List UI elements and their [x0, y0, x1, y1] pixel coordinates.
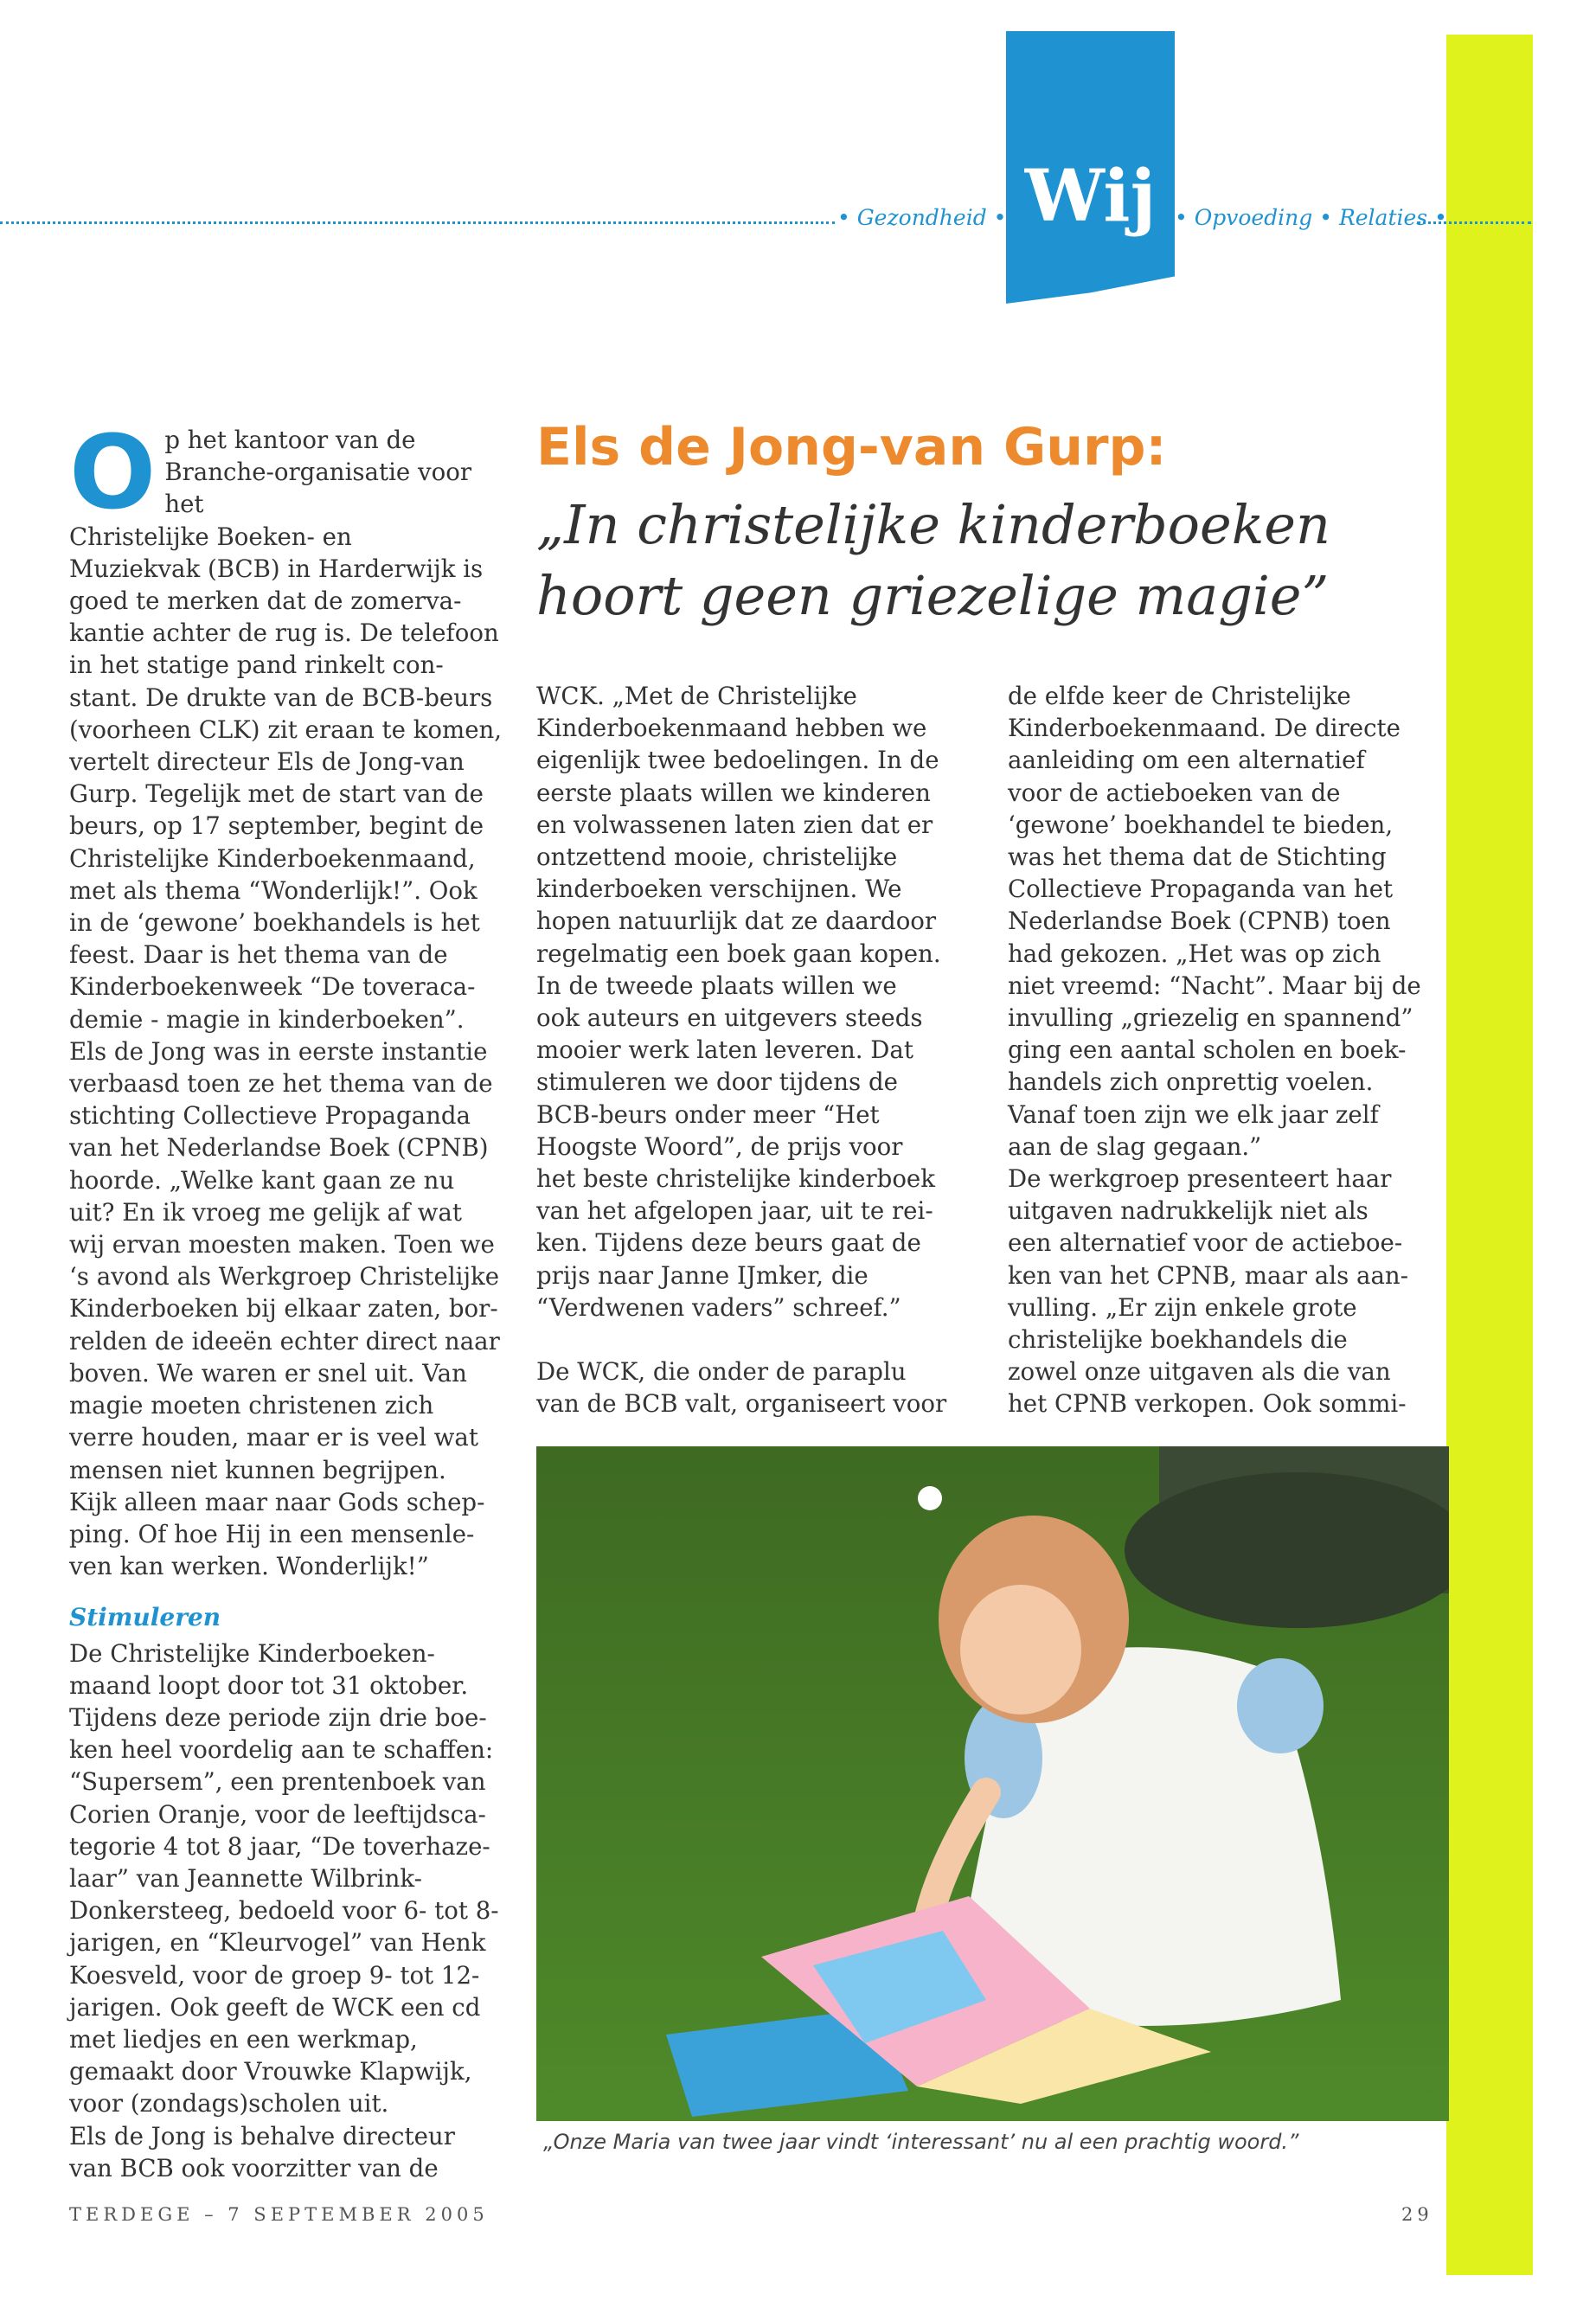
text-line: voor (zondags)scholen uit. — [69, 2089, 389, 2118]
subheading-stimuleren: Stimuleren — [69, 1603, 221, 1632]
section-tab-wij: Wij — [1024, 155, 1157, 238]
text-line: had gekozen. „Het was op zich — [1008, 939, 1381, 968]
text-line: in de ‘gewone’ boekhandels is het — [69, 908, 480, 938]
text-line: Donkersteeg, bedoeld voor 6- tot 8- — [69, 1896, 499, 1926]
text-line: Christelijke Kinderboekenmaand, — [69, 843, 476, 873]
text-line: BCB-beurs onder meer “Het — [536, 1099, 880, 1129]
text-line: ken van het CPNB, maar als aan- — [1008, 1260, 1409, 1290]
text-line: christelijke boekhandels die — [1008, 1325, 1348, 1355]
text-line: De Christelijke Kinderboeken- — [69, 1638, 435, 1668]
subtitle-line: „In christelijke kinderboeken — [536, 493, 1330, 556]
photo-child-reading-on-grass — [536, 1446, 1449, 2121]
text-line: (voorheen CLK) zit eraan te komen, — [69, 715, 503, 744]
text-line: de elfde keer de Christelijke — [1008, 682, 1351, 710]
text-line: Muziekvak (BCB) in Harderwijk is — [69, 554, 484, 583]
text-line: ken. Tijdens deze beurs gaat de — [536, 1228, 921, 1258]
section-link-opvoeding[interactable]: Opvoeding — [1194, 205, 1313, 230]
text-line: Tijdens deze periode zijn drie boe- — [69, 1702, 487, 1732]
text-line: Kinderboekenmaand hebben we — [536, 714, 927, 743]
page-number: 29 — [1401, 2204, 1433, 2225]
section-link-gezondheid[interactable]: Gezondheid — [856, 205, 987, 230]
text-line: WCK. „Met de Christelijke — [536, 682, 857, 710]
text-line: “Verdwenen vaders” schreef.” — [536, 1292, 901, 1322]
text-line: maand loopt door tot 31 oktober. — [69, 1670, 469, 1700]
text-line: van het Nederlandse Boek (CPNB) — [69, 1133, 489, 1163]
text-line: ontzettend mooie, christelijke — [536, 843, 898, 872]
text-line: vertelt directeur Els de Jong-van — [69, 747, 465, 777]
text-line: vulling. „Er zijn enkele grote — [1008, 1292, 1357, 1322]
text-line: In de tweede plaats willen we — [536, 971, 897, 1000]
text-line: laar” van Jeannette Wilbrink- — [69, 1863, 422, 1893]
text-line: stichting Collectieve Propaganda — [69, 1101, 471, 1131]
text-line: Els de Jong was in eerste instantie — [69, 1036, 488, 1066]
text-line: Gurp. Tegelijk met de start van de — [69, 779, 484, 809]
text-line: ook auteurs en uitgevers steeds — [536, 1003, 923, 1033]
text-line: Els de Jong is behalve directeur — [69, 2121, 455, 2150]
text-line: uitgaven nadrukkelijk niet als — [1008, 1196, 1368, 1226]
text-line: een alternatief voor de actieboe- — [1008, 1228, 1403, 1258]
text-line: regelmatig een boek gaan kopen. — [536, 939, 941, 968]
header-dotted-rule-left — [0, 221, 835, 224]
text-line: het CPNB verkopen. Ook sommi- — [1008, 1389, 1407, 1419]
text-line: aan de slag gegaan.” — [1008, 1131, 1262, 1161]
text-line: niet vreemd: “Nacht”. Maar bij de — [1008, 971, 1421, 1000]
text-line: “Supersem”, een prentenboek van — [69, 1767, 486, 1797]
text-line: hoorde. „Welke kant gaan ze nu — [69, 1165, 455, 1195]
text-line: van het afgelopen jaar, uit te rei- — [536, 1196, 933, 1226]
text-line: ven kan werken. Wonderlijk!” — [69, 1552, 429, 1581]
text-line: Corien Oranje, voor de leeftijdsca- — [69, 1799, 486, 1829]
text-line: Christelijke Boeken- en — [69, 522, 352, 551]
text-line: Hoogste Woord”, de prijs voor — [536, 1131, 903, 1161]
text-line: Collectieve Propaganda van het — [1008, 875, 1394, 904]
intro-paragraph — [69, 413, 506, 1582]
section-nav-left: • Gezondheid • — [837, 205, 1007, 230]
text-line: p het kantoor van de — [164, 426, 416, 454]
text-line: Kinderboeken bij elkaar zaten, bor- — [69, 1294, 498, 1324]
text-line: hopen natuurlijk dat ze daardoor — [536, 907, 937, 936]
text-line: Kijk alleen maar naar Gods schep- — [69, 1487, 485, 1516]
text-line: gemaakt door Vrouwke Klapwijk, — [69, 2057, 472, 2086]
text-line: zowel onze uitgaven als die van — [1008, 1357, 1391, 1387]
text-line: kantie achter de rug is. De telefoon — [69, 619, 499, 648]
text-line: stimuleren we door tijdens de — [536, 1067, 898, 1097]
footer-publication: TERDEGE – 7 SEPTEMBER 2005 — [69, 2204, 489, 2225]
body-text — [536, 680, 986, 1324]
text-line: Kinderboekenmaand. De directe — [1008, 714, 1401, 743]
text-line: Kinderboekenweek “De toveraca- — [69, 972, 476, 1002]
text-line: invulling „griezelig en spannend” — [1008, 1003, 1413, 1033]
article-column-2 — [536, 680, 986, 1420]
subtitle-line: hoort geen griezelige magie” — [536, 564, 1330, 627]
text-line: was het thema dat de Stichting — [1008, 843, 1387, 872]
article-subtitle — [536, 490, 1330, 631]
text-line: verbaasd toen ze het thema van de — [69, 1069, 493, 1099]
text-line: Nederlandse Boek (CPNB) toen — [1008, 907, 1391, 936]
text-line: verre houden, maar er is veel wat — [69, 1423, 478, 1452]
text-line: en volwassenen laten zien dat er — [536, 810, 933, 839]
text-line: jarigen, en “Kleurvogel” van Henk — [69, 1928, 486, 1958]
text-line: met liedjes en een werkmap, — [69, 2024, 418, 2054]
section-nav-right: • Opvoeding • Relaties • — [1175, 205, 1447, 230]
text-line: feest. Daar is het thema van de — [69, 940, 448, 970]
text-line: kinderboeken verschijnen. We — [536, 875, 902, 904]
article-photo — [536, 1446, 1449, 2121]
text-line: in het statige pand rinkelt con- — [69, 651, 444, 680]
section-link-relaties[interactable]: Relaties — [1338, 205, 1428, 230]
text-line: prijs naar Janne IJmker, die — [536, 1260, 869, 1290]
text-line: mensen niet kunnen begrijpen. — [69, 1455, 446, 1484]
body-text — [69, 413, 506, 1582]
text-line: goed te merken dat de zomerva- — [69, 586, 462, 616]
text-line: jarigen. Ook geeft de WCK een cd — [69, 1992, 481, 2022]
text-line: demie - magie in kinderboeken”. — [69, 1004, 465, 1034]
article-headline: Els de Jong-van Gurp: — [536, 417, 1167, 478]
article-column-3 — [1008, 680, 1440, 1420]
text-line: tegorie 4 tot 8 jaar, “De toverhaze- — [69, 1831, 490, 1861]
text-line: het beste christelijke kinderboek — [536, 1164, 935, 1194]
text-line: relden de ideeën echter direct naar — [69, 1326, 500, 1356]
text-line: ‘s avond als Werkgroep Christelijke — [69, 1262, 500, 1292]
text-line: magie moeten christenen zich — [69, 1391, 434, 1420]
text-line: uit? En ik vroeg me gelijk af wat — [69, 1197, 462, 1227]
text-line: voor de actieboeken van de — [1008, 778, 1341, 807]
text-line: De WCK, die onder de paraplu — [536, 1357, 907, 1387]
text-line: ping. Of hoe Hij in een mensenle- — [69, 1519, 475, 1548]
text-line: van de BCB valt, organiseert voor — [536, 1389, 947, 1419]
text-line: ging een aantal scholen en boek- — [1008, 1035, 1407, 1065]
body-text — [69, 1638, 506, 2184]
text-line: mooier werk laten leveren. Dat — [536, 1035, 913, 1065]
text-line: ‘gewone’ boekhandel te bieden, — [1008, 810, 1394, 839]
text-line: wij ervan moesten maken. Toen we — [69, 1230, 495, 1259]
text-line: beurs, op 17 september, begint de — [69, 811, 484, 841]
text-line: Branche-organisatie voor het — [164, 458, 472, 519]
text-line: ken heel voordelig aan te schaffen: — [69, 1735, 494, 1765]
text-line: Vanaf toen zijn we elk jaar zelf — [1008, 1099, 1379, 1129]
body-text — [1008, 680, 1440, 1420]
body-text — [536, 1356, 986, 1420]
drop-cap: O — [69, 413, 157, 532]
text-line: handels zich onprettig voelen. — [1008, 1067, 1374, 1097]
text-line: stant. De drukte van de BCB-beurs — [69, 683, 493, 712]
article-column-1 — [69, 413, 506, 2184]
text-line: aanleiding om een alternatief — [1008, 746, 1365, 775]
side-color-strip — [1446, 35, 1533, 2275]
text-line: van BCB ook voorzitter van de — [69, 2153, 439, 2182]
text-line: De werkgroep presenteert haar — [1008, 1164, 1392, 1194]
photo-caption: „Onze Maria van twee jaar vindt ‘interessant’ nu al een prachtig woord.” — [543, 2130, 1299, 2154]
text-line: boven. We waren er snel uit. Van — [69, 1358, 467, 1388]
text-line: eigenlijk twee bedoelingen. In de — [536, 746, 939, 775]
text-line: eerste plaats willen we kinderen — [536, 778, 931, 807]
text-line: met als thema “Wonderlijk!”. Ook — [69, 875, 478, 905]
text-line: Koesveld, voor de groep 9- tot 12- — [69, 1960, 480, 1990]
